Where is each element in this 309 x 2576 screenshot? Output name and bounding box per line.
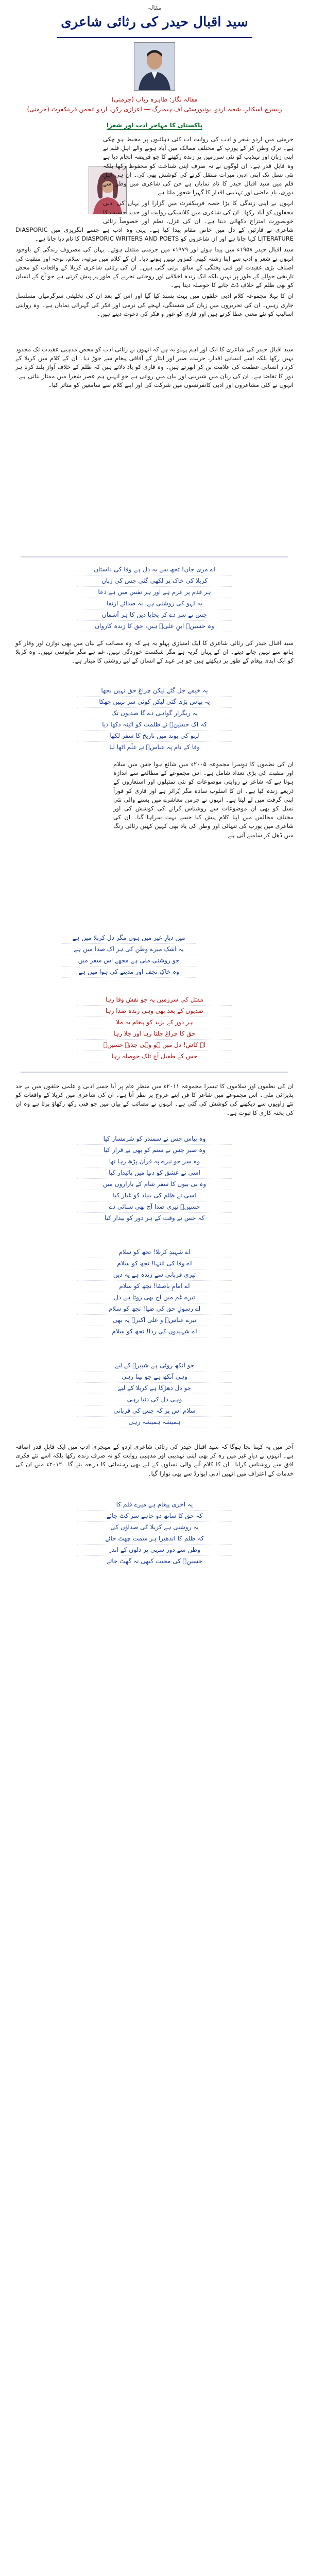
paragraph-6: آخر میں یہ کہنا بجا ہوگا کہ سید اقبال حیدر کی رثائی شاعری اردو کے مہجری ادب میں ایک قابلِ قدر اضافہ ہے۔ انہوں نے دیارِ غیر میں رہ کر بھی اپنی تہذیبی اور مذہبی روایت کو نہ صرف زندہ رکھا بلکہ اسے نئے فکری افق سے روشناس کرایا۔ ان کا کلام آنے والی نسلوں کے لیے بھی رہنمائی کا ذریعہ بنے گا۔ ۲۰۱۲ء میں ان کی خدمات کے اعتراف میں انہیں ادبی ایوارڈ سے بھی نوازا گیا۔ <box>15 1443 294 1477</box>
verse-line: حسینؑ کی محبت کبھی نہ گھٹ جائے <box>77 1556 232 1567</box>
intro-paragraph: ان کا پہلا مجموعہ کلام ادبی حلقوں میں بہت پسند کیا گیا اور اس کے بعد ان کی تخلیقی سرگرمیاں مسلسل جاری رہیں۔ ان کی تحریروں میں زبان کی شستگی، لہجے کی نرمی اور فکر کی گہرائی نمایاں ہے۔ وہ روایتی اسالیب کو نئے معنی عطا کرتے ہیں اور قاری کو غور و فکر کی دعوت دیتے ہیں۔ <box>15 292 294 317</box>
verse-line: کہ اک حسینؑ نے ظلمت کو آئینہ دکھا دیا <box>77 719 232 731</box>
verse-line: حسینؑ تیری صدا آج بھی سنائی دے <box>77 1201 232 1213</box>
intro-paragraph: سید اقبال حیدر ۱۹۵۸ء میں پیدا ہوئے اور ۱۹۷۹ء میں جرمنی منتقل ہوئے۔ یہاں کی مصروف زندگی کے باوجود انہوں نے شعر و ادب سے اپنا رشتہ کبھی کمزور نہیں ہونے دیا۔ ان کے کلام میں مرثیہ، سلام، نوحہ اور منقبت کی اصناف بڑی عقیدت اور فنی پختگی کے ساتھ برتی گئی ہیں۔ ان کی رثائی شاعری کربلا کے واقعات کو محض تاریخی حوالے کے طور پر نہیں بلکہ ایک زندہ اخلاقی اور روحانی تجربے کے طور پر پیش کرتی ہے جو آج کے انسان کو بھی ظلم کے خلاف ڈٹ جانے کا حوصلہ دیتا ہے۔ <box>15 246 294 289</box>
intro-paragraph: جرمنی میں اردو شعر و ادب کی روایت اب کئی دہائیوں پر محیط ہو چکی ہے۔ ترکِ وطن کر کے یورپ کے مختلف ممالک میں آباد ہونے والے اہلِ قلم نے اپنی زبان اور تہذیب کو نئی سرزمین پر زندہ رکھنے کا جو فریضہ انجام دیا ہے وہ قابلِ قدر ہے۔ ان لوگوں نے نہ صرف اپنی شناخت کو محفوظ رکھا بلکہ نئی نسل تک اپنی ادبی میراث منتقل کرنے کی کوشش بھی کی۔ ان ہی اہلِ قلم میں سید اقبال حیدر کا نام نمایاں ہے جن کی شاعری میں وطن سے دوری، یادِ ماضی اور تہذیبی اقدار کا گہرا شعور ملتا ہے۔ <box>103 135 294 196</box>
verse-line: یہ لہو کی روشنی ہے، یہ صدائے ارتقا <box>77 598 232 609</box>
article-title: سید اقبال حیدر کی رثائی شاعری <box>61 14 248 30</box>
verse-line: اسی نے ظلم کی بنیاد کو غبار کیا <box>77 1190 232 1201</box>
verse-line: جو آنکھ روئی ہے شبیرؑ کے لیے <box>77 1360 232 1371</box>
verse-line: یہ پیاس بڑھ گئی لیکن کوئی سر نہیں جھکا <box>77 697 232 708</box>
verse-line: اے رسولِ حق کی ضیا! تجھ کو سلام <box>77 1303 232 1315</box>
verse-line: یہ آخری پیغام ہے میرے قلم کا <box>77 1499 232 1511</box>
verse-line: جو دل دھڑکا ہے کربلا کے لیے <box>77 1383 232 1394</box>
verse-line: وہی دل کی دنیا رہی <box>77 1394 232 1405</box>
author-credentials: ریسرچ اسکالر، شعبہ اردو، یونیورسٹی آف ہیمبرگ — اعزازی رکن، اردو انجمن فرینکفرٹ (جرمنی) <box>27 106 282 113</box>
verse-line: تیری قربانی سے زندہ ہے یہ دیں <box>77 1269 232 1281</box>
author-name: مقالہ نگار: طاہرہ رباب (جرمنی) <box>111 96 198 103</box>
divider <box>21 556 288 557</box>
verse-group-1 <box>77 564 232 632</box>
paragraph-5: ان کی نظموں اور سلاموں کا تیسرا مجموعہ ۲۰۱۱ء میں منظرِ عام پر آیا جسے ادبی و علمی حلقوں میں بے حد پذیرائی ملی۔ اس مجموعے میں شاعر کا فن اپنے عروج پر نظر آتا ہے۔ ان کی شاعری میں کربلا کے واقعات کو نئے زاویوں سے دیکھنے کی کوشش کی گئی ہے۔ انہوں نے مصائب کے بیان میں جو فنی رکھ رکھاؤ برتا ہے وہ ان کی پختہ کاری کا ثبوت ہے۔ <box>15 1082 294 1116</box>
verse-group-8 <box>77 1499 232 1567</box>
verse-line: کربلا کی خاک پر لکھی گئی جس کی زباں <box>77 575 232 587</box>
verse-line: جس کے طفیل آج تلک حوصلہ رہا <box>77 1051 232 1062</box>
verse-line: میں دیارِ غیر میں ہوں مگر دل کربلا میں ہے <box>62 933 196 944</box>
verse-line: وہ بی بیوں کا سفر شام کے بازاروں میں <box>77 1179 232 1190</box>
author-byline <box>10 95 299 114</box>
verse-line: وہ حسینؑ ابنِ علیؑ ہیں، حق کا زندہ کارواں <box>77 621 232 632</box>
verse-line: لہو کی بوند میں تاریخ کا سفر لکھا <box>77 731 232 742</box>
verse-line: یہ روشنی ہے کربلا کی صداؤں کی <box>77 1522 232 1533</box>
verse-line: وہ صبر جس نے ستم کو بھی بے قرار کیا <box>77 1145 232 1156</box>
verse-line: اے شہیدِ کربلا! تجھ کو سلام <box>77 1247 232 1258</box>
verse-line: وفا کے نام پہ عباسؑ نے علَم اٹھا لیا <box>77 742 232 753</box>
verse-line: تیرے عباسؑ و علی اکبرؑ پہ بھی <box>77 1315 232 1326</box>
verse-line: اے کاش! دل میں ہو وہی جذبۂ حسینؑ <box>77 1040 232 1051</box>
intro-continued <box>15 345 294 551</box>
verse-line: اے امامِ باصفا! تجھ کو سلام <box>77 1281 232 1292</box>
verse-line: مقتل کی سرزمین پہ جو نقشِ وفا رہا <box>77 994 232 1006</box>
verse-line: یہ خیمے جل گئے لیکن چراغِ حق نہیں بجھا <box>77 685 232 697</box>
verse-group-2 <box>77 685 232 753</box>
verse-line: وہی آنکھ ہے جو بینا رہی <box>77 1371 232 1383</box>
verse-line: وہ پیاس جس نے سمندر کو شرمسار کیا <box>77 1133 232 1145</box>
verse-group-7 <box>77 1360 232 1428</box>
intro-paragraph: سید اقبال حیدر کی شاعری کا ایک اور اہم پہلو یہ ہے کہ انہوں نے رثائی ادب کو محض مذہبی عقیدت تک محدود نہیں رکھا بلکہ اسے انسانی اقدار، حریت، صبر اور ایثار کے آفاقی پیغام سے جوڑ دیا۔ ان کے کلام میں کربلا کے کردار انسانی عظمت کی علامت بن کر ابھرتے ہیں۔ وہ قاری کو یاد دلاتے ہیں کہ ظلم کے خلاف آواز بلند کرنا ہر دور کا تقاضا ہے۔ ان کی زبان میں شیرینی اور بیان میں روانی ہے جو انہیں ہم عصر شعرا میں ممتاز بناتی ہے۔ انہوں نے کئی مشاعروں اور ادبی کانفرنسوں میں شرکت کی اور اپنے کلام سے سامعین کو متاثر کیا۔ <box>15 346 294 388</box>
intro-paragraph: انہوں نے اپنی زندگی کا بڑا حصہ فرینکفرٹ میں گزارا اور یہاں کی ادبی محفلوں کو آباد رکھا۔ ان کی شاعری میں کلاسیکی روایت اور جدید حسیت کا خوبصورت امتزاج دکھائی دیتا ہے۔ ان کی غزل، نظم اور خصوصاً رثائی شاعری نے قارئین کے دل میں خاص مقام پیدا کیا ہے۔ یہی وہ ادب ہے جسے انگریزی میں DIASPORIC LITERATURE کہا جاتا ہے اور ان شاعروں کو DIASPORIC WRITERS AND POETS کا نام دیا جاتا ہے۔ <box>15 199 294 243</box>
verse-line: تیرے غم میں آج بھی روتا ہے دل <box>77 1292 232 1303</box>
verse-group-6 <box>77 1247 232 1337</box>
verse-line: سلام اس پر کہ جس کی قربانی <box>77 1405 232 1417</box>
verse-line: اے مری جاں! تجھ سے یہ دل ہے وفا کی داستاں <box>77 564 232 575</box>
verse-line: ہمیشہ ہمیشہ رہی <box>77 1417 232 1428</box>
intro-section <box>15 135 294 341</box>
verse-line: جو روشنی ملی ہے مجھے اس سفر میں <box>62 955 196 967</box>
divider <box>21 1072 288 1073</box>
article-label: مقالہ <box>147 4 162 11</box>
verse-group-4 <box>77 994 232 1062</box>
verse-line: اے شہیدوں کی ردا! تجھ کو سلام <box>77 1326 232 1337</box>
verse-line: اسی نے عشق کو دنیا میں پائیدار کیا <box>77 1167 232 1179</box>
verse-line: وطن سے دور سہی پر دلوں کے اندر <box>77 1545 232 1556</box>
section-heading <box>10 122 299 129</box>
verse-line: ہر دور کے یزید کو پیغام یہ ملا <box>77 1017 232 1028</box>
paragraph-2: سید اقبال حیدر کی رثائی شاعری کا ایک امتیازی پہلو یہ ہے کہ وہ مصائب کے بیان میں بھی توازن اور وقار کو ہاتھ سے نہیں جانے دیتے۔ ان کے یہاں گریہ ہے مگر شکست خوردگی نہیں، غم ہے مگر مایوسی نہیں۔ وہ کربلا کو ایک ابدی پیغام کے طور پر دیکھتے ہیں جو ہر عہد کے انسان کے لیے روشنی کا مینار ہے۔ <box>15 639 294 665</box>
verse-group-5 <box>77 1133 232 1224</box>
verse-line: یہ ریگزار گواہی دے گا صدیوں تک <box>77 708 232 719</box>
verse-line: صدیوں کے بعد بھی وہی زندہ صدا رہا <box>77 1006 232 1017</box>
verse-line: اے وفا کی انتہا! تجھ کو سلام <box>77 1258 232 1269</box>
paragraph-3: ان کی نظموں کا دوسرا مجموعہ ۲۰۰۵ء میں شائع ہوا جس میں سلام اور منقبت کی بڑی تعداد شامل ہے۔ اس مجموعے کے مطالعے سے اندازہ ہوتا ہے کہ شاعر نے روایتی موضوعات کو نئی تمثیلوں اور استعاروں کے ذریعے زندہ کیا ہے۔ ان کا اسلوب سادہ مگر پُراثر ہے اور قاری کو فوراً اپنی گرفت میں لے لیتا ہے۔ انہوں نے جرمن معاشرے میں بسنے والی نئی نسل کو بھی ان موضوعات سے روشناس کرانے کی کوشش کی اور مختلف مجالس میں اپنا کلام پیش کیا جسے بہت سراہا گیا۔ ان کی شاعری میں یورپ کی تنہائی اور وطن کی یاد بھی کہیں کہیں رثائی رنگ میں ڈھل کر سامنے آتی ہے۔ <box>113 760 294 839</box>
verse-line: کہ ظلم کا اندھیرا ہر سمت چھٹ جائے <box>77 1533 232 1545</box>
verse-line: یہ اشک میرے وطن کی ہر اک صدا میں ہے <box>62 944 196 955</box>
verse-line: کہ جس نے وقت کے ہر دور کو بیدار کیا <box>77 1213 232 1224</box>
verse-line: جس نے سر دے کر بچایا دین کا ہر آسماں <box>77 609 232 621</box>
author-photo <box>134 42 175 91</box>
verse-line: حق کا چراغ جلتا رہا اور جلا رہا <box>77 1028 232 1040</box>
section-heading-text: پاکستان کا مہاجر ادب اور شعرا <box>106 122 203 129</box>
verse-group-3 <box>62 933 196 978</box>
verse-line: کہ حق کا ساتھ دو چاہے سر کٹ جائے <box>77 1511 232 1522</box>
title-underline <box>57 37 252 38</box>
verse-line: ہر قدم پر عزم ہے اور ہر نفس میں ہے دعا <box>77 587 232 598</box>
verse-line: وہ خاکِ نجف اور مدینے کی ہوا میں ہے <box>62 967 196 978</box>
verse-line: وہ سر جو نیزے پہ قرآن پڑھ رہا تھا <box>77 1156 232 1167</box>
